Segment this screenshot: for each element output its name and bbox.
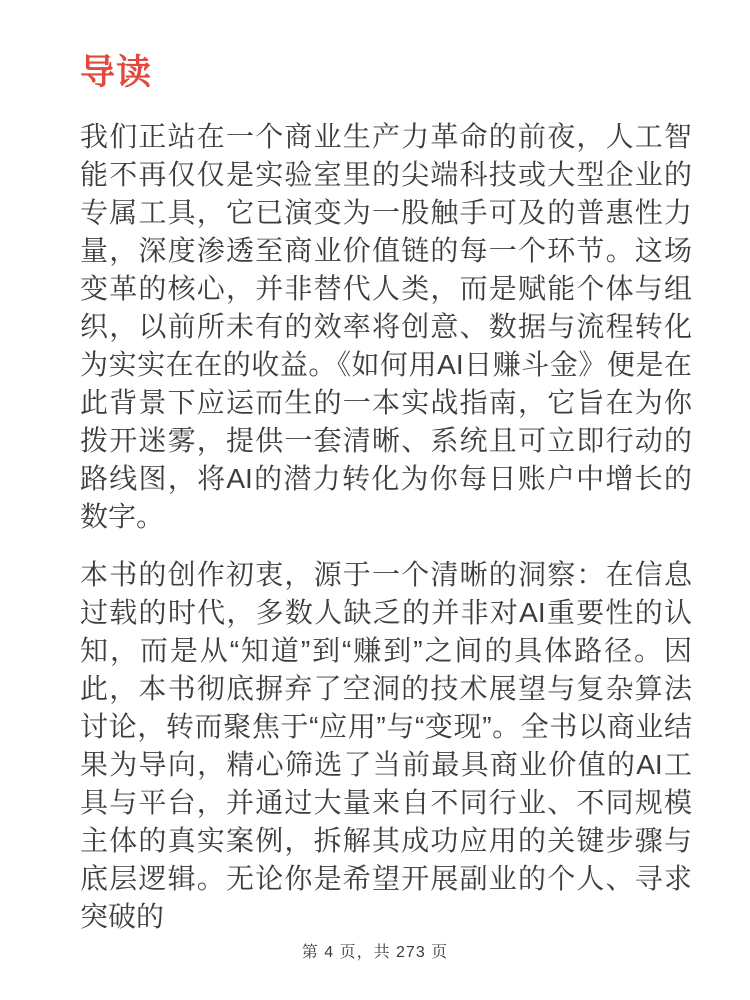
paragraph: 我们正站在一个商业生产力革命的前夜，人工智能不再仅仅是实验室里的尖端科技或大型企业的专属工具，它已演变为一股触手可及的普惠性力量，深度渗透至商业价值链的每一个环节。这场变革的核心，并非替代人类，而是赋能个体与组织，以前所未有的效率将创意、数据与流程转化为实实在在的收益。《如何用AI日赚斗金》便是在此背景下应运而生的一本实战指南，它旨在为你拨开迷雾，提供一套清晰、系统且可立即行动的路线图，将AI的潜力转化为你每日账户中增长的数字。 <box>80 121 692 532</box>
chapter-heading: 导读 <box>80 53 153 92</box>
paragraph: 本书的创作初衷，源于一个清晰的洞察：在信息过载的时代，多数人缺乏的并非对AI重要性的认知，而是从“知道”到“赚到”之间的具体路径。因此，本书彻底摒弃了空洞的技术展望与复杂算法讨论，转而聚焦于“应用”与“变现”。全书以商业结果为导向，精心筛选了当前最具商业价值的AI工具与平台，并通过大量来自不同行业、不同规模主体的真实案例，拆解其成功应用的关键步骤与底层逻辑。无论你是希望开展副业的个人、寻求突破的 <box>80 559 692 932</box>
page-indicator: 第 4 页，共 273 页 <box>301 944 449 961</box>
reading-area <box>80 0 692 936</box>
chapter-body <box>80 118 692 936</box>
